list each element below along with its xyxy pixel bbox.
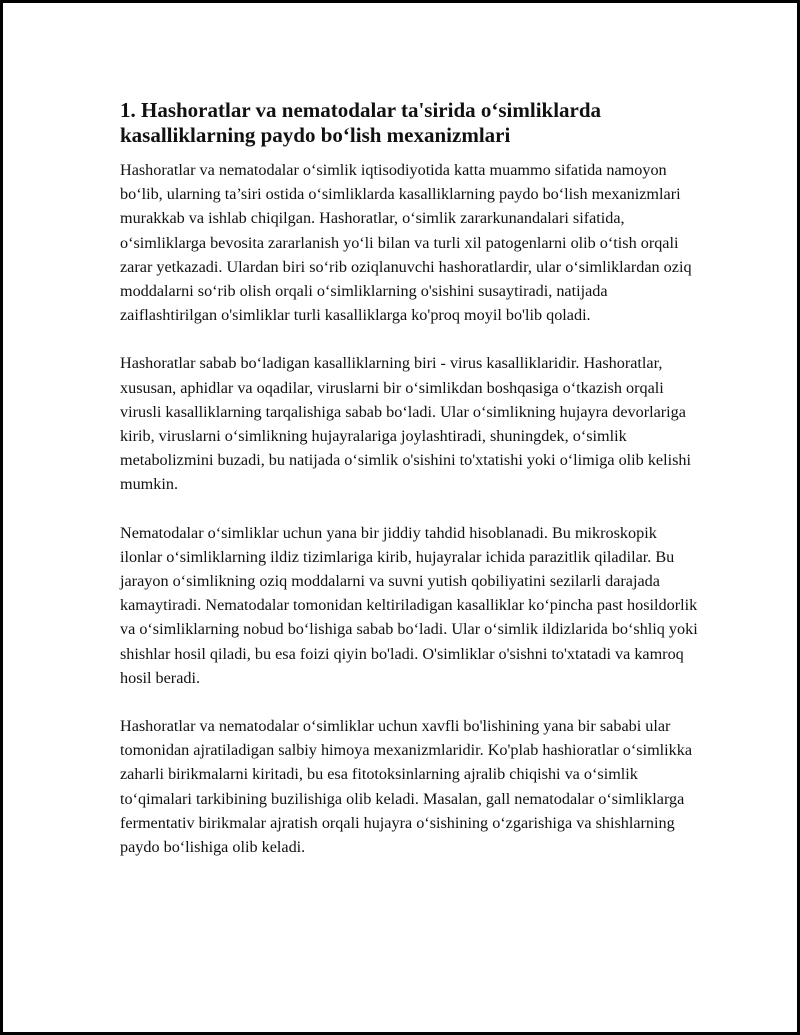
section-heading: 1. Hashoratlar va nematodalar ta'sirida o‘simliklarda kasalliklarning paydo bo‘lish mexanizmlari <box>120 98 602 147</box>
paragraph-4: Hashoratlar va nematodalar o‘simliklar uchun xavfli bo'lishining yana bir sababi ular tomonidan ajratiladigan salbiy himoya mexanizmlaridir. Ko'plab hashioratlar o‘simlikka zaharli birikmalarni kiritadi, bu esa fitotoksinlarning ajralib chiqishi va o‘simlik to‘qimalari tarkibining buzilishiga olib keladi. Masalan, gall nematodalar o‘simliklarga fermentativ birikmalar ajratish orqali hujayra o‘sishining o‘zgarishiga va shishlarning paydo bo‘lishiga olib keladi. <box>120 717 693 857</box>
paragraph-3: Nematodalar o‘simliklar uchun yana bir jiddiy tahdid hisoblanadi. Bu mikroskopik ilonlar o‘simliklarning ildiz tizimlariga kirib, hujayralar ichida parazitlik qiladilar. Bu jarayon o‘simlikning oziq moddalarni va suvni yutish qobiliyatini sezilarli darajada kamaytiradi. Nematodalar tomonidan keltiriladigan kasalliklar ko‘pincha past hosildorlik va o‘simliklarning nobud bo‘lishiga sabab bo‘ladi. Ular o‘simlik ildizlarida bo‘shliq yoki shishlar hosil qiladi, bu esa foizi qiyin bo'ladi. O'simliklar o'sishni to'xtatadi va kamroq hosil beradi. <box>120 523 698 687</box>
paragraph-2: Hashoratlar sabab bo‘ladigan kasalliklarning biri - virus kasalliklaridir. Hashoratlar, xususan, aphidlar va oqadilar, viruslarni bir o‘simlikdan boshqasiga o‘tkazish orqali virusli kasalliklarning tarqalishiga sabab bo‘ladi. Ular o‘simlikning hujayra devorlariga kirib, viruslarni o‘simlikning hujayralariga joylashtiradi, shuningdek, o‘simlik metabolizmini buzadi, bu natijada o‘simlik o'sishini to'xtatishi yoki o‘limiga olib kelishi mumkin. <box>120 354 691 494</box>
document-content <box>120 98 700 859</box>
paragraph-1: Hashoratlar va nematodalar o‘simlik iqtisodiyotida katta muammo sifatida namoyon bo‘lib, ularning ta’siri ostida o‘simliklarda kasalliklarning paydo bo‘lish mexanizmlari murakkab va ishlab chiqilgan. Hashoratlar, o‘simlik zararkunandalari sifatida, o‘simliklarga bevosita zararlanish yo‘li bilan va turli xil patogenlarni olib o‘tish orqali zarar yetkazadi. Ulardan biri so‘rib oziqlanuvchi hashoratlardir, ular o‘simliklardan oziq moddalarni so‘rib olish orqali o‘simliklarning o'sishini susaytiradi, natijada zaiflashtirilgan o'simliklar turli kasalliklarga ko'proq moyil bo'lib qoladi. <box>120 161 692 325</box>
